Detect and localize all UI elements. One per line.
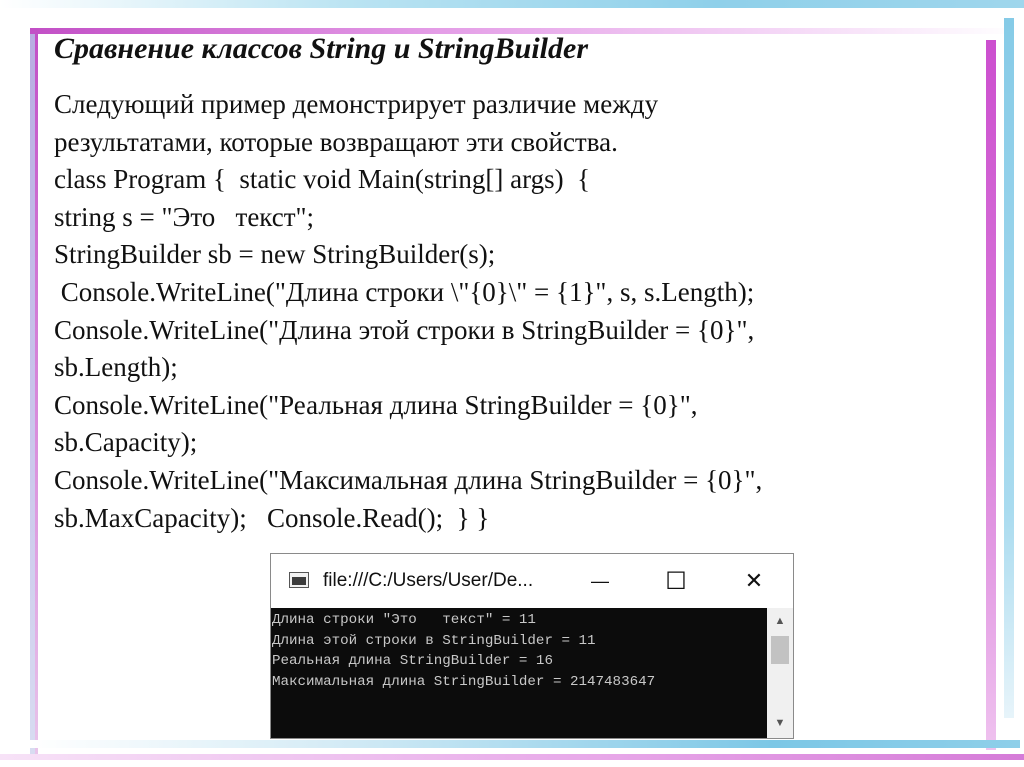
code-line: class Program { static void Main(string[] args) {	[54, 164, 591, 195]
body-line: результатами, которые возвращают эти свойства.	[54, 126, 618, 157]
console-output[interactable]	[271, 608, 767, 738]
code-line: sb.Length);	[54, 352, 178, 383]
decorative-top-stripe	[0, 0, 1024, 8]
maximize-icon: ☐	[665, 567, 687, 595]
chevron-up-icon: ▲	[774, 615, 786, 627]
code-line: Console.WriteLine("Длина этой строки в StringBuilder = {0}",	[54, 314, 755, 345]
decorative-bottom-stripe-blue	[30, 740, 1020, 748]
console-window	[270, 553, 794, 739]
console-titlebar[interactable]	[271, 554, 793, 608]
console-output-line: Максимальная длина StringBuilder = 2147483647	[272, 673, 656, 690]
chevron-down-icon: ▼	[774, 717, 786, 729]
decorative-bottom-stripe-magenta	[0, 754, 1024, 760]
console-output-line: Длина этой строки в StringBuilder = 11	[272, 632, 596, 649]
scroll-down-button[interactable]	[767, 714, 793, 732]
body-line: Следующий пример демонстрирует различие между	[54, 89, 659, 119]
console-output-line: Длина строки "Это текст" = 11	[272, 612, 536, 628]
slide-title: Сравнение классов String и StringBuilder	[54, 32, 588, 65]
code-line: Console.WriteLine("Длина строки \"{0}\" = {1}", s, s.Length);	[54, 276, 755, 307]
console-output-line: Реальная длина StringBuilder = 16	[272, 653, 553, 669]
console-window-title: file:///C:/Users/User/De...	[323, 570, 534, 591]
slide-body	[54, 86, 974, 537]
code-line: sb.MaxCapacity); Console.Read(); } }	[54, 502, 490, 533]
code-line: sb.Capacity);	[54, 427, 198, 458]
decorative-right-stripe-blue	[1004, 18, 1014, 718]
code-line: string s = "Это текст";	[54, 201, 315, 232]
close-button[interactable]	[737, 564, 771, 598]
minimize-button[interactable]	[583, 564, 617, 598]
scrollbar-thumb[interactable]	[771, 636, 789, 664]
console-app-icon[interactable]	[289, 572, 309, 588]
code-line: Console.WriteLine("Максимальная длина StringBuilder = {0}",	[54, 464, 763, 495]
close-icon: ✕	[744, 568, 764, 593]
decorative-left-stripe-blue	[30, 34, 35, 754]
code-line: StringBuilder sb = new StringBuilder(s);	[54, 239, 496, 270]
vertical-scrollbar[interactable]	[767, 608, 793, 738]
scroll-up-button[interactable]	[767, 612, 793, 630]
decorative-right-stripe-magenta	[986, 40, 996, 750]
maximize-button[interactable]	[659, 564, 693, 598]
minimize-icon: —	[591, 570, 609, 591]
code-line: Console.WriteLine("Реальная длина StringBuilder = {0}",	[54, 389, 698, 420]
